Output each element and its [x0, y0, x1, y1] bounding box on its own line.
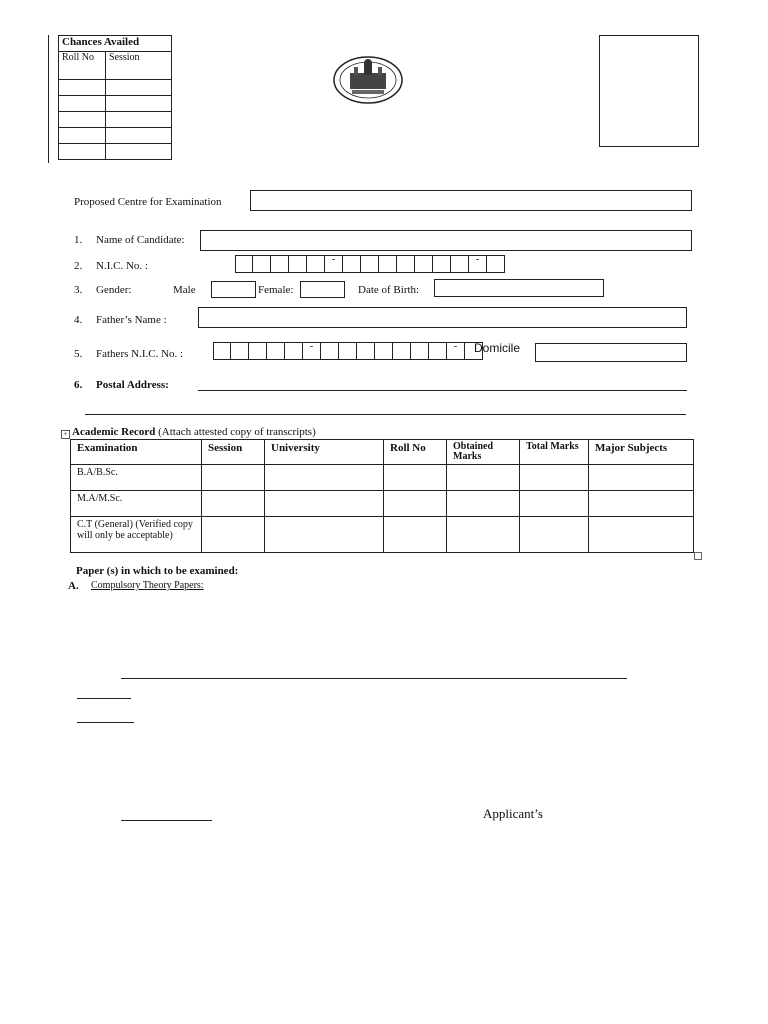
nic-digit-cell[interactable]: [253, 255, 271, 273]
chances-cell[interactable]: [59, 112, 106, 128]
university-emblem: [332, 55, 404, 110]
academic-header: Total Marks: [520, 440, 589, 465]
academic-title-bold: Academic Record: [72, 426, 156, 438]
chances-col-roll: Roll No: [59, 52, 106, 80]
academic-cell[interactable]: [520, 491, 589, 517]
papers-heading: Paper (s) in which to be examined:: [76, 565, 239, 577]
papers-a-label: A.: [68, 580, 79, 592]
academic-cell[interactable]: [447, 491, 520, 517]
academic-cell[interactable]: [265, 465, 384, 491]
blank-line-short-1[interactable]: [77, 698, 131, 699]
father-nic-dash-cell: -: [447, 342, 465, 360]
chances-title: Chances Availed: [59, 36, 172, 52]
academic-header: Session: [202, 440, 265, 465]
applicant-label: Applicant’s: [483, 806, 543, 821]
nic-input[interactable]: [235, 255, 505, 273]
chances-cell[interactable]: [59, 144, 106, 160]
nic-digit-cell[interactable]: [307, 255, 325, 273]
academic-cell[interactable]: [265, 491, 384, 517]
blank-line-short-2[interactable]: [77, 722, 134, 723]
academic-header: Major Subjects: [589, 440, 694, 465]
female-checkbox[interactable]: [300, 281, 345, 298]
photo-box[interactable]: [599, 35, 699, 147]
postal-number: 6.: [74, 379, 83, 391]
chances-availed-table: [58, 35, 172, 160]
dob-label: Date of Birth:: [358, 284, 420, 296]
academic-row-label: C.T (General) (Verified copy will only be acceptable): [71, 517, 202, 553]
nic-digit-cell[interactable]: [415, 255, 433, 273]
domicile-label: Domicile: [474, 341, 521, 355]
academic-title: [72, 426, 316, 438]
father-nic-digit-cell[interactable]: [285, 342, 303, 360]
father-nic-digit-cell[interactable]: [231, 342, 249, 360]
father-nic-digit-cell[interactable]: [411, 342, 429, 360]
father-nic-number: 5.: [74, 348, 83, 360]
table-move-handle-icon[interactable]: +: [61, 430, 70, 439]
proposed-centre-input[interactable]: [250, 190, 692, 211]
postal-line-1[interactable]: [198, 390, 687, 391]
father-nic-digit-cell[interactable]: [357, 342, 375, 360]
academic-header: University: [265, 440, 384, 465]
nic-dash-cell: -: [469, 255, 487, 273]
academic-cell[interactable]: [589, 517, 694, 553]
nic-digit-cell[interactable]: [433, 255, 451, 273]
name-label: Name of Candidate:: [96, 234, 185, 246]
nic-digit-cell[interactable]: [271, 255, 289, 273]
chances-cell[interactable]: [106, 96, 172, 112]
nic-digit-cell[interactable]: [235, 255, 253, 273]
postal-label: Postal Address:: [96, 379, 169, 391]
academic-row-label: M.A/M.Sc.: [71, 491, 202, 517]
father-nic-dash-cell: -: [303, 342, 321, 360]
father-nic-input[interactable]: [213, 342, 483, 360]
nic-digit-cell[interactable]: [451, 255, 469, 273]
academic-title-rest: (Attach attested copy of transcripts): [158, 426, 316, 438]
dob-input[interactable]: [434, 279, 604, 297]
chances-cell[interactable]: [106, 128, 172, 144]
academic-cell[interactable]: [589, 465, 694, 491]
nic-digit-cell[interactable]: [379, 255, 397, 273]
academic-header: Roll No: [384, 440, 447, 465]
chances-col-session: Session: [106, 52, 172, 80]
table-resize-handle-icon[interactable]: [694, 552, 702, 560]
academic-cell[interactable]: [384, 491, 447, 517]
nic-digit-cell[interactable]: [343, 255, 361, 273]
academic-cell[interactable]: [202, 517, 265, 553]
nic-digit-cell[interactable]: [361, 255, 379, 273]
chances-cell[interactable]: [106, 144, 172, 160]
father-nic-digit-cell[interactable]: [339, 342, 357, 360]
father-nic-digit-cell[interactable]: [249, 342, 267, 360]
father-nic-digit-cell[interactable]: [429, 342, 447, 360]
chances-cell[interactable]: [106, 112, 172, 128]
male-checkbox[interactable]: [211, 281, 256, 298]
chances-cell[interactable]: [59, 96, 106, 112]
father-nic-digit-cell[interactable]: [393, 342, 411, 360]
academic-record-table: [70, 439, 694, 553]
academic-cell[interactable]: [447, 517, 520, 553]
academic-cell[interactable]: [202, 491, 265, 517]
academic-cell[interactable]: [520, 517, 589, 553]
academic-row-label: B.A/B.Sc.: [71, 465, 202, 491]
academic-cell[interactable]: [265, 517, 384, 553]
father-nic-digit-cell[interactable]: [267, 342, 285, 360]
academic-cell[interactable]: [202, 465, 265, 491]
gender-label: Gender:: [96, 284, 132, 296]
academic-cell[interactable]: [589, 491, 694, 517]
postal-line-2[interactable]: [85, 414, 686, 415]
academic-cell[interactable]: [447, 465, 520, 491]
father-nic-label: Fathers N.I.C. No. :: [96, 348, 184, 360]
name-input[interactable]: [200, 230, 692, 251]
papers-a-text: Compulsory Theory Papers:: [91, 580, 204, 591]
academic-header: Obtained Marks: [447, 440, 520, 465]
father-nic-digit-cell[interactable]: [375, 342, 393, 360]
date-line[interactable]: [121, 820, 212, 821]
nic-digit-cell[interactable]: [487, 255, 505, 273]
nic-digit-cell[interactable]: [289, 255, 307, 273]
academic-cell[interactable]: [384, 465, 447, 491]
chances-cell[interactable]: [106, 80, 172, 96]
domicile-input[interactable]: [535, 343, 687, 362]
nic-number: 2.: [74, 260, 83, 272]
gender-number: 3.: [74, 284, 83, 296]
nic-label: N.I.C. No. :: [96, 260, 148, 272]
father-label: Father’s Name :: [96, 314, 167, 326]
nic-dash-cell: -: [325, 255, 343, 273]
blank-line-long[interactable]: [121, 678, 627, 679]
name-number: 1.: [74, 234, 83, 246]
margin-rule: [48, 35, 49, 163]
father-nic-digit-cell[interactable]: [321, 342, 339, 360]
nic-digit-cell[interactable]: [397, 255, 415, 273]
father-number: 4.: [74, 314, 83, 326]
chances-cell[interactable]: [59, 128, 106, 144]
academic-cell[interactable]: [520, 465, 589, 491]
female-label: Female:: [258, 284, 294, 296]
chances-cell[interactable]: [59, 80, 106, 96]
father-nic-digit-cell[interactable]: [213, 342, 231, 360]
male-label: Male: [173, 284, 196, 296]
father-name-input[interactable]: [198, 307, 687, 328]
academic-header: Examination: [71, 440, 202, 465]
proposed-centre-label: Proposed Centre for Examination: [74, 196, 222, 208]
academic-cell[interactable]: [384, 517, 447, 553]
